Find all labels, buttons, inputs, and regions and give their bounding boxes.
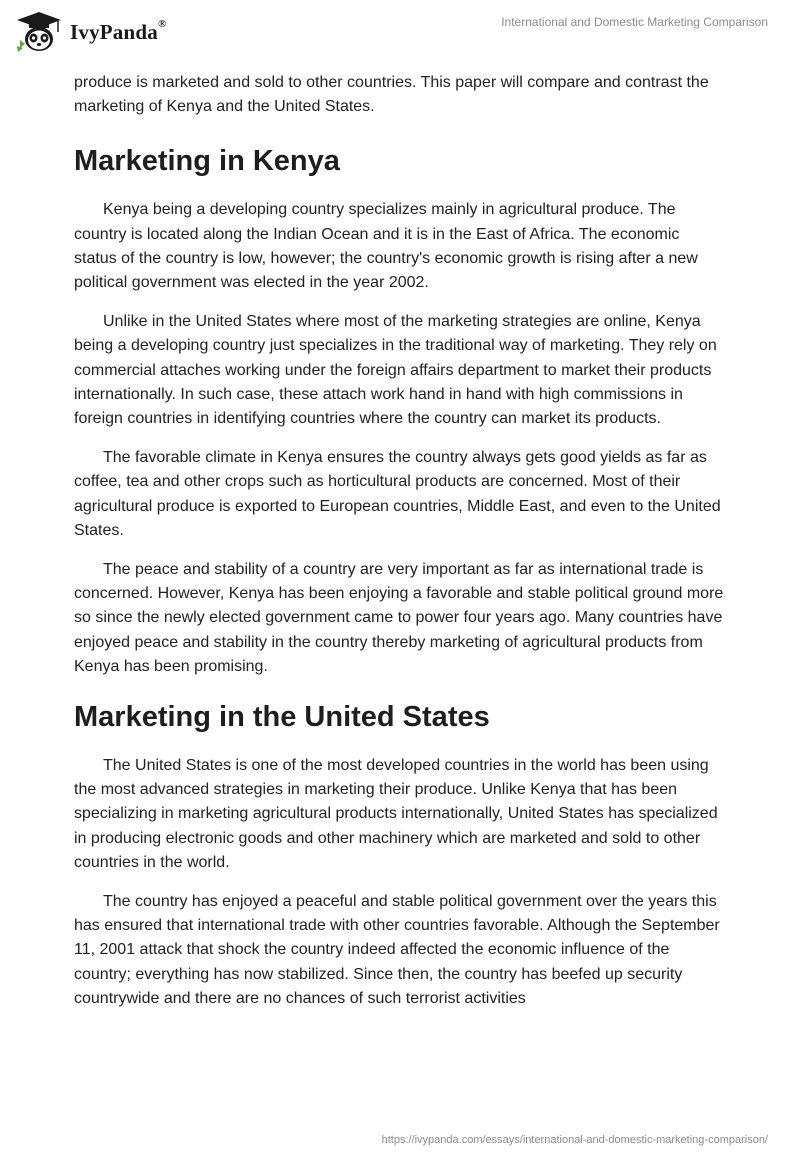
ivypanda-logo[interactable]	[14, 8, 214, 56]
panda-graduate-icon	[14, 10, 64, 54]
source-url: https://ivypanda.com/essays/international-and-domestic-marketing-comparison/	[381, 1134, 768, 1146]
section-heading-united-states: Marketing in the United States	[74, 701, 490, 734]
us-paragraph-1: The United States is one of the most developed countries in the world has been using the most advanced strategies in marketing their produce. Unlike Kenya that has been specializing in marketing agricultural products internationally, United States has specialized in producing electronic goods and other machinery which are marketed and sold to other countries in the world.	[74, 757, 718, 871]
kenya-paragraph-1: Kenya being a developing country specializes mainly in agricultural produce. The country is located along the Indian Ocean and it is in the East of Africa. The economic status of the country is low, however; the country's economic growth is rising after a new political government was elected in the year 2002.	[74, 201, 698, 292]
kenya-paragraph-4: The peace and stability of a country are very important as far as international trade is concerned. However, Kenya has been enjoying a favorable and stable political ground more so since the newly elected government came to power four years ago. Many countries have enjoyed peace and stability in the country thereby marketing of agricultural products from Kenya has been promising.	[74, 561, 724, 675]
us-paragraph-2: The country has enjoyed a peaceful and stable political government over the years this has ensured that international trade with other countries favorable. Although the September 11, 2001 attack that shock the country indeed affected the economic influence of the country; everything has now stabilized. Since then, the country has beefed up security countrywide and there are no chances of such terrorist activities	[74, 893, 720, 1007]
page-header	[0, 0, 800, 66]
kenya-paragraph-3: The favorable climate in Kenya ensures the country always gets good yields as far as coffee, tea and other crops such as horticultural products are concerned. Most of their agricultural produce is exported to European countries, Middle East, and even to the United States.	[74, 449, 721, 539]
brand-name: IvyPanda®	[70, 17, 167, 44]
kenya-paragraph-2: Unlike in the United States where most of the marketing strategies are online, Kenya being a developing country just specializes in the traditional way of marketing. They rely on commercial attaches working under the foreign affairs department to market their products internationally. In such case, these attach work hand in hand with high commissions in foreign countries in identifying countries where the country can market its products.	[74, 313, 717, 428]
document-title: International and Domestic Marketing Comparison	[501, 15, 768, 29]
intro-paragraph-tail: produce is marketed and sold to other countries. This paper will compare and contrast the marketing of Kenya and the United States.	[74, 74, 709, 116]
section-heading-kenya: Marketing in Kenya	[74, 145, 340, 178]
essay-body	[74, 71, 724, 1011]
